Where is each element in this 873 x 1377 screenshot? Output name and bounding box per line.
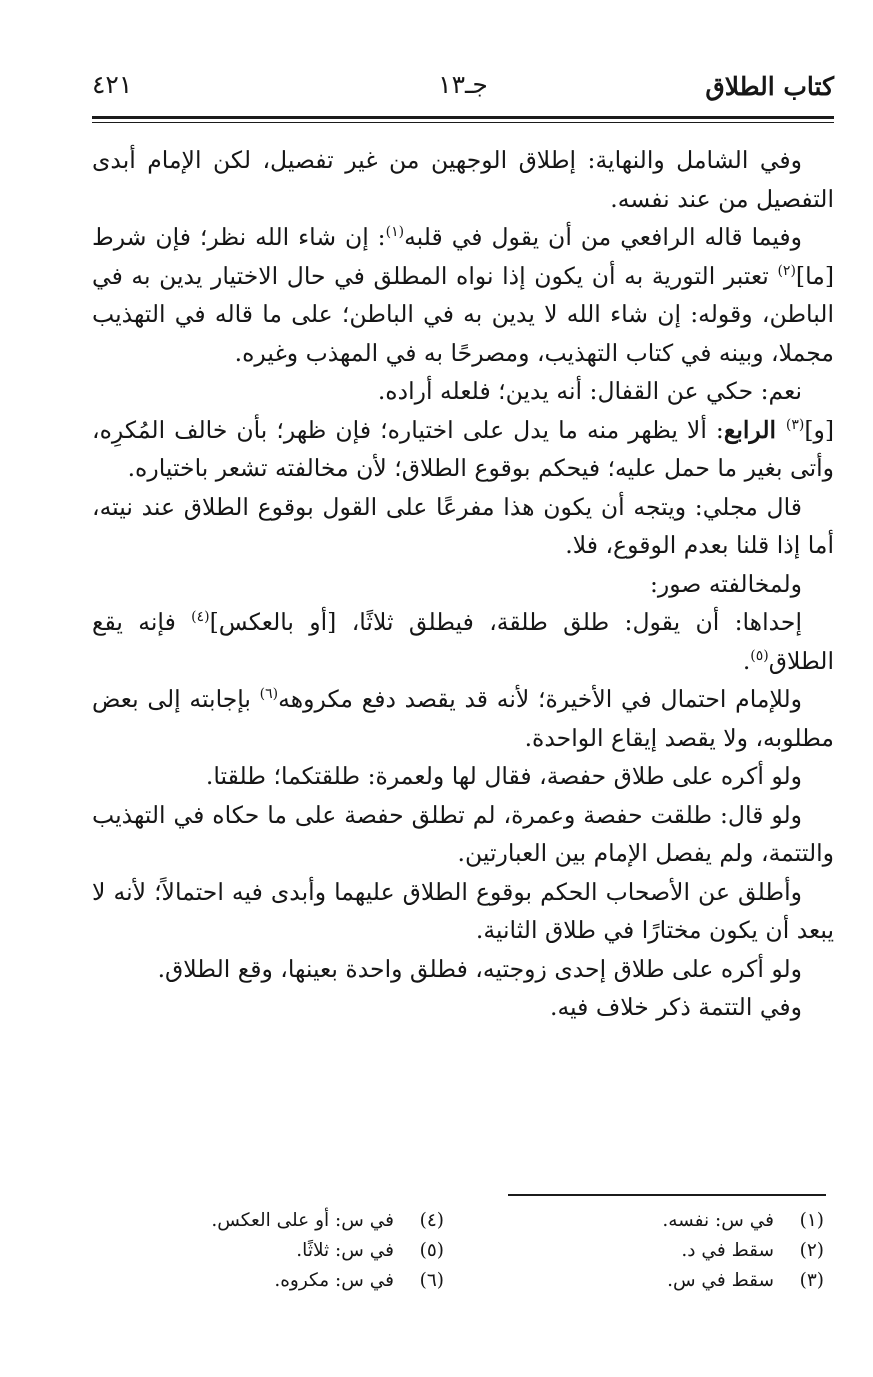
paragraph: ولو قال: طلقت حفصة وعمرة، لم تطلق حفصة على ما حكاه في التهذيب والتتمة، ولم يفصل الإمام بين العبارتين. bbox=[92, 800, 834, 867]
header-rule bbox=[92, 116, 834, 119]
text-run: [و] bbox=[804, 415, 834, 444]
volume-label: جـ١٣ bbox=[438, 70, 488, 99]
footnote-number: (١) bbox=[799, 1210, 824, 1231]
text-run: . bbox=[742, 646, 751, 675]
text-run: فإنه يقع الطلاق bbox=[92, 608, 834, 675]
main-text bbox=[92, 141, 834, 1027]
paragraph: ولمخالفته صور: bbox=[650, 569, 802, 598]
text-run: إحداها: أن يقول: طلق طلقة، فيطلق ثلاثًا، [أو بالعكس] bbox=[209, 608, 802, 636]
footnote-separator bbox=[508, 1194, 826, 1196]
footnote-column-right bbox=[484, 1206, 824, 1296]
footnote-number: (٢) bbox=[799, 1240, 824, 1261]
footnote-ref: (١) bbox=[385, 224, 405, 241]
text-run: وفيما قاله الرافعي من أن يقول في قلبه bbox=[404, 223, 802, 251]
footnote-ref: (٥) bbox=[750, 647, 769, 664]
chapter-title: كتاب الطلاق bbox=[705, 72, 834, 101]
footnote-ref: (٣) bbox=[785, 416, 805, 433]
paragraph bbox=[92, 680, 834, 757]
footnote-text: سقط في س. bbox=[667, 1270, 774, 1291]
footnote-text: سقط في د. bbox=[681, 1240, 774, 1261]
footnote bbox=[484, 1236, 824, 1266]
paragraph: وأطلق عن الأصحاب الحكم بوقوع الطلاق عليهما وأبدى فيه احتمالاً؛ لأنه لا يبعد أن يكون مختارًا في طلاق الثانية. bbox=[92, 877, 834, 944]
footnote bbox=[484, 1266, 824, 1296]
paragraph: قال مجلي: ويتجه أن يكون هذا مفرعًا على القول بوقوع الطلاق عند نيته، أما إذا قلنا بعدم الوقوع، فلا. bbox=[92, 492, 834, 559]
footnote-number: (٣) bbox=[799, 1270, 824, 1291]
footnote-text: في س: نفسه. bbox=[662, 1210, 774, 1231]
text-run: : ألا يظهر منه ما يدل على اختياره؛ فإن ظهر؛ بأن خالف المُكرِه، وأتى بغير ما حمل عليه؛ فيحكم بوقوع الطلاق؛ لأن مخالفته تشعر باختياره. bbox=[92, 415, 834, 482]
section-heading: الرابع bbox=[723, 415, 786, 444]
paragraph: نعم: حكي عن القفال: أنه يدين؛ فلعله أراده. bbox=[377, 377, 802, 405]
footnote bbox=[104, 1236, 444, 1266]
text-run: بإجابته إلى بعض مطلوبه، ولا يقصد إيقاع الواحدة. bbox=[92, 685, 834, 752]
text-run: وللإمام احتمال في الأخيرة؛ لأنه قد يقصد دفع مكروهه bbox=[278, 685, 802, 713]
footnote bbox=[104, 1206, 444, 1236]
footnote-number: (٦) bbox=[419, 1270, 444, 1291]
paragraph: وفي الشامل والنهاية: إطلاق الوجهين من غير تفصيل، لكن الإمام أبدى التفصيل من عند نفسه. bbox=[92, 146, 834, 213]
footnote bbox=[104, 1266, 444, 1296]
paragraph: ولو أكره على طلاق إحدى زوجتيه، فطلق واحدة بعينها، وقع الطلاق. bbox=[157, 954, 802, 983]
paragraph: ولو أكره على طلاق حفصة، فقال لها ولعمرة: طلقتكما؛ طلقتا. bbox=[205, 762, 802, 790]
footnote-number: (٤) bbox=[419, 1210, 444, 1231]
footnote-ref: (٢) bbox=[777, 262, 796, 279]
footnote-text: في س: مكروه. bbox=[274, 1270, 394, 1291]
header-rule-thin bbox=[92, 122, 834, 123]
footnote-column-left bbox=[104, 1206, 444, 1296]
paragraph: وفي التتمة ذكر خلاف فيه. bbox=[549, 993, 802, 1021]
footnote-ref: (٤) bbox=[191, 609, 210, 626]
footnote-text: في س: أو على العكس. bbox=[211, 1210, 394, 1231]
footnote-number: (٥) bbox=[419, 1240, 444, 1261]
page-number: ٤٢١ bbox=[92, 70, 133, 99]
paragraph bbox=[92, 218, 834, 372]
page-header bbox=[92, 70, 834, 110]
paragraph bbox=[92, 603, 834, 680]
text-run: : إن شاء الله نظر؛ فإن شرط [ما] bbox=[92, 223, 834, 290]
text-run: تعتبر التورية به أن يكون إذا نواه المطلق في حال الاختيار يدين به في الباطن، وقوله: إن شاء الله لا يدين به في الباطن؛ على ما قاله في التهذيب مجملا، وبينه في كتاب التهذيب، ومصرحًا به في المهذب وغيره. bbox=[92, 261, 834, 367]
footnote bbox=[484, 1206, 824, 1236]
footnote-text: في س: ثلاثًا. bbox=[296, 1240, 394, 1261]
footnote-ref: (٦) bbox=[259, 686, 279, 703]
paragraph bbox=[92, 411, 834, 488]
